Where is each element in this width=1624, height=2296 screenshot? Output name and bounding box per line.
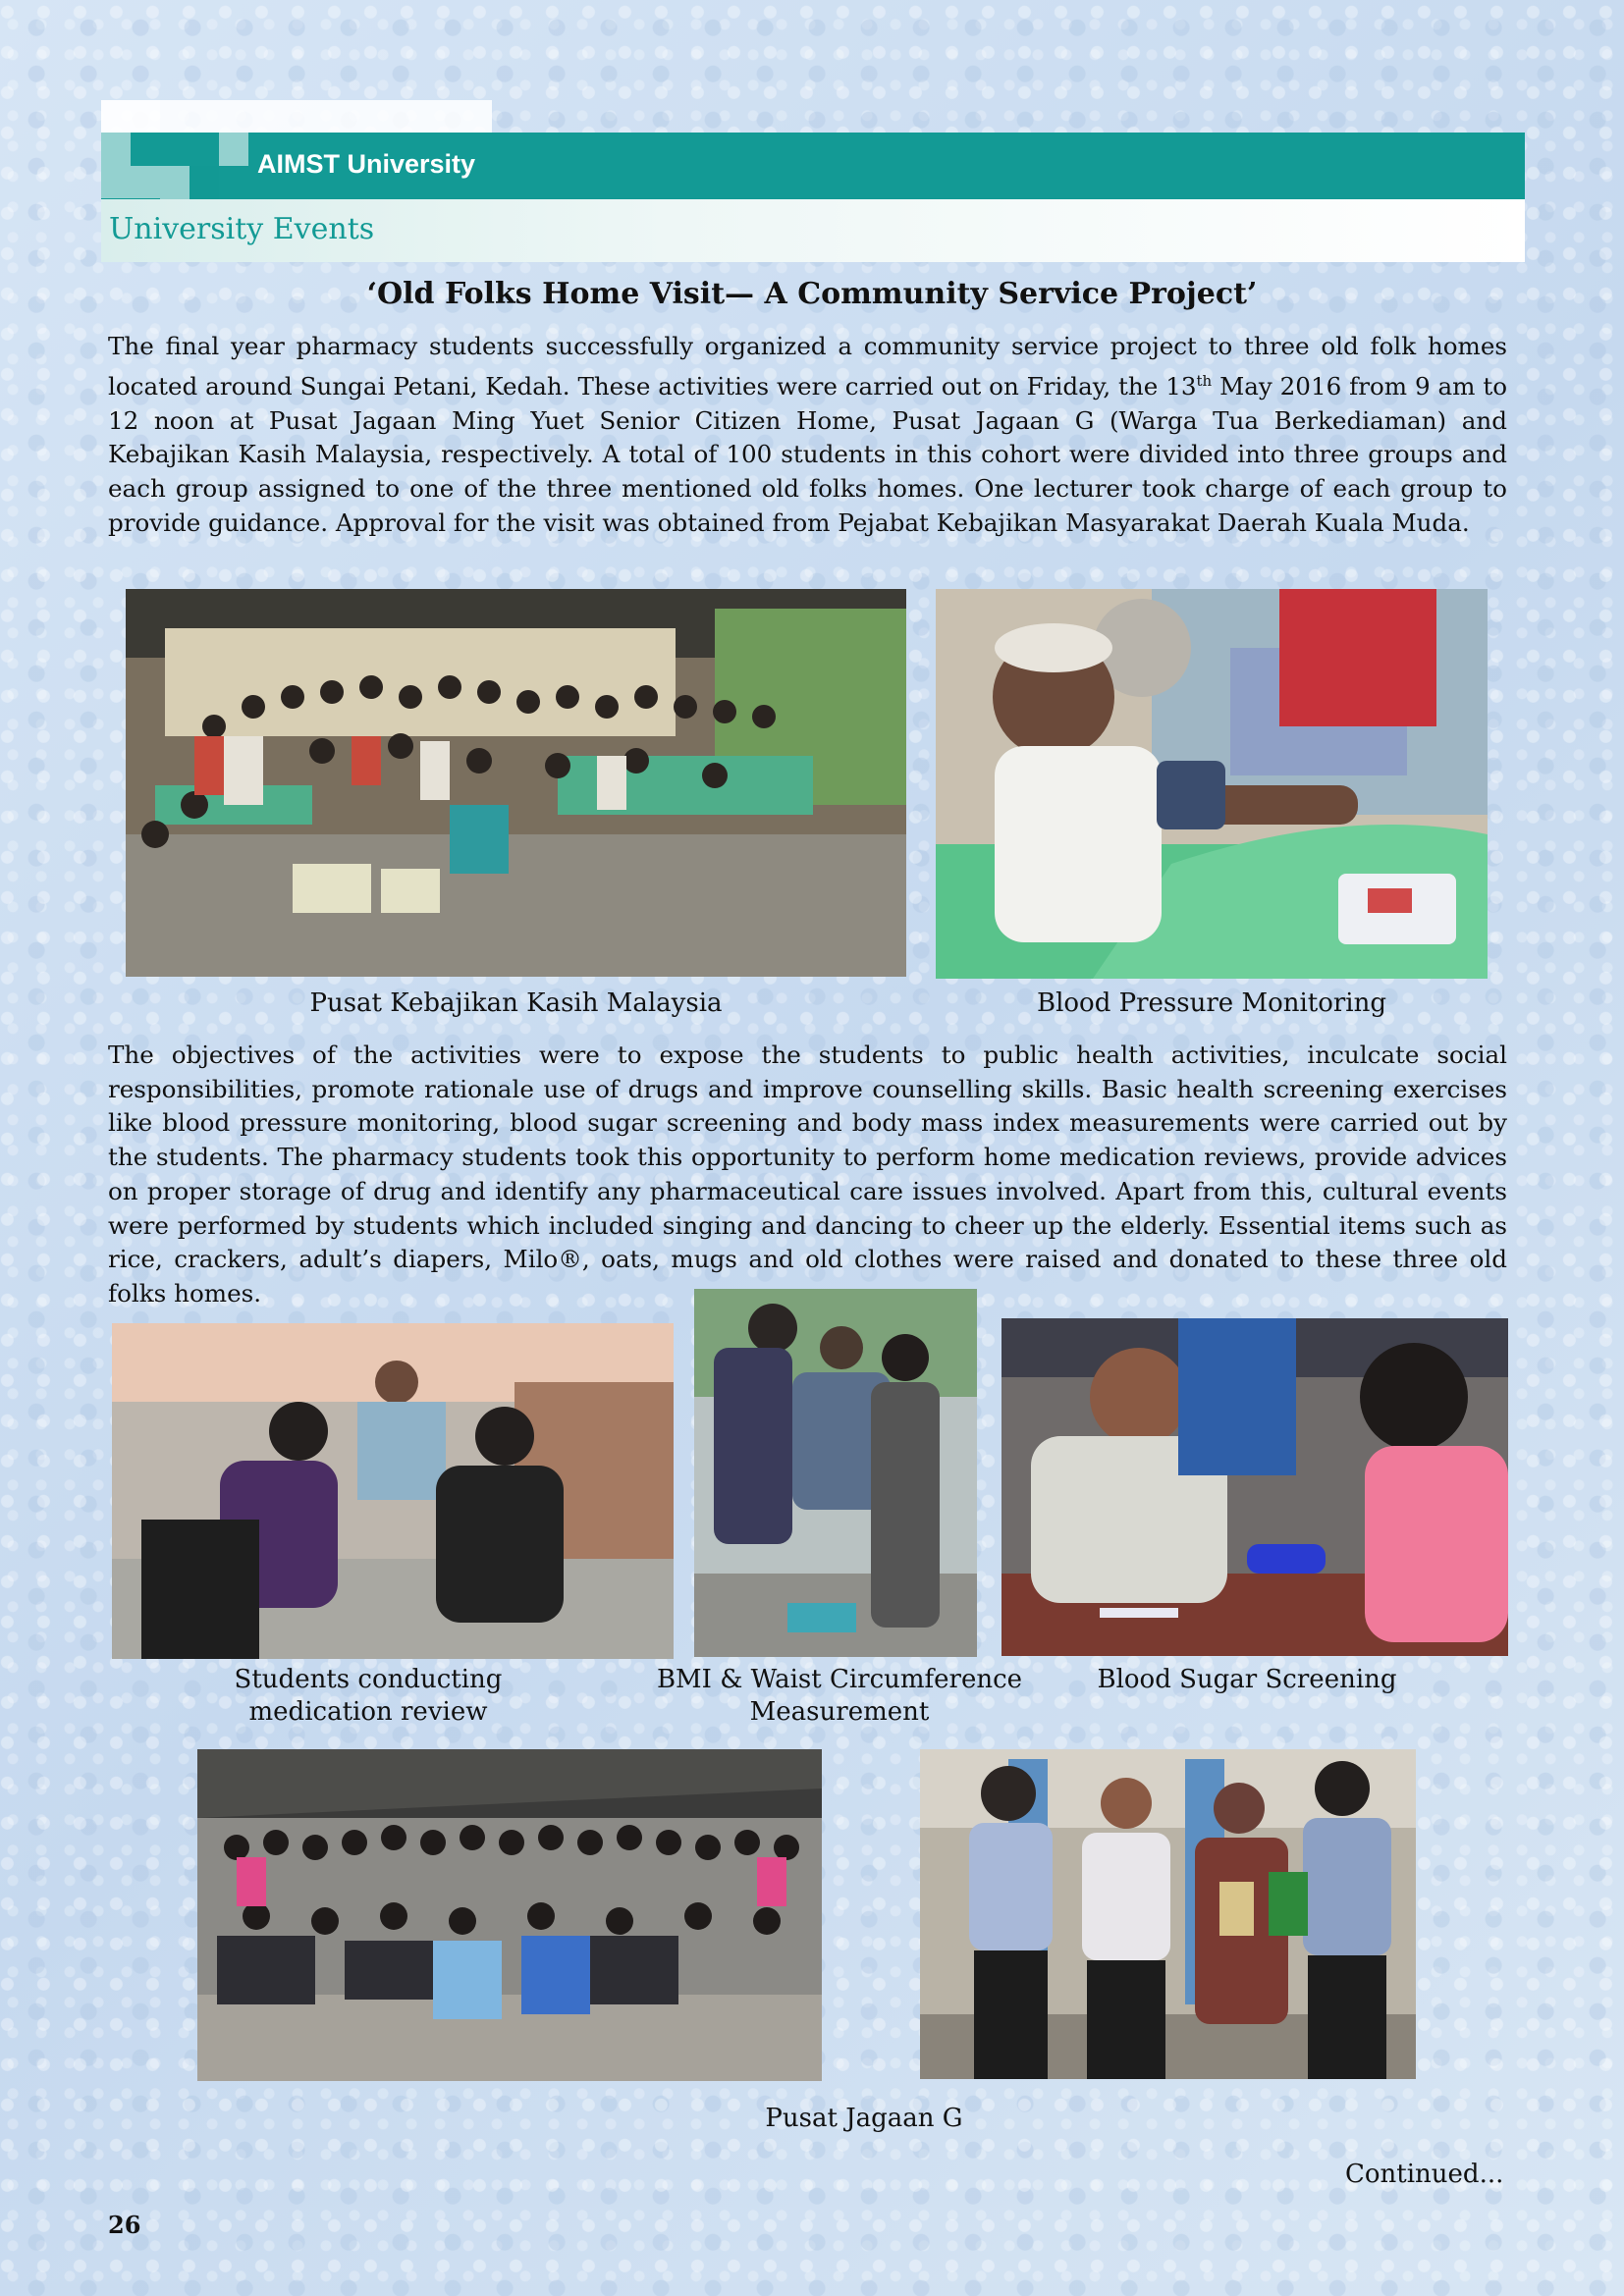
header-decor-square [131,133,160,166]
photo-group-jagaan-g [197,1749,822,2081]
photo-medication-review [112,1323,674,1659]
continued-note: Continued... [1345,2160,1504,2189]
article-paragraph-1: The final year pharmacy students successfully organized a community service project to three old folk homes located around Sungai Petani, Kedah. These activities were carried out on Friday, the 13th May 2016 from 9 am to 12 noon at Pusat Jagaan Ming Yuet Senior Citizen Home, Pusat Jagaan G (Warga Tua Berkediaman) and Kebajikan Kasih Malaysia, respectively. A total of 100 students in this cohort were divided into three groups and each group assigned to one of the three mentioned old folks homes. One lecturer took charge of each group to provide guidance. Approval for the visit was obtained from Pejabat Kebajikan Masyarakat Daerah Kuala Muda. [108,332,1508,537]
caption-photo-6-7: Pusat Jagaan G [765,2104,963,2133]
caption-photo-3-line1: Students conducting [234,1665,503,1694]
brand-name: AIMST University [257,149,476,179]
article-paragraph-2: The objectives of the activities were to expose the students to public health activities, inculcate social responsibilities, promote rationale use of drugs and improve counselling skills. Basic health screening exercises like blood pressure monitoring, blood sugar screening and body mass index measurements were carried out by the students. The pharmacy students took this opportunity to perform home medication reviews, provide advices on proper storage of drug and identify any pharmaceutical care issues involved. Apart from this, cultural events were performed by students which included singing and dancing to cheer up the elderly. Essential items such as rice, crackers, adult’s diapers, Milo®, oats, mugs and old clothes were raised and donated to these three old folks homes. [108,1041,1507,1308]
header-decor-square [160,166,189,199]
photo-bmi-measurement [694,1289,977,1657]
caption-photo-2: Blood Pressure Monitoring [1036,988,1387,1018]
caption-photo-3-line2: medication review [248,1697,488,1727]
caption-photo-4 [648,1664,1031,1729]
header-decor-square [219,133,248,166]
caption-photo-1: Pusat Kebajikan Kasih Malaysia [309,988,723,1018]
caption-photo-4-line1: BMI & Waist Circumference [656,1665,1023,1694]
article-title: ‘Old Folks Home Visit— A Community Service Project’ [366,277,1258,311]
header-decor-square [189,166,219,199]
caption-photo-5: Blood Sugar Screening [1097,1665,1397,1694]
page-number: 26 [108,2211,141,2239]
photo-blood-sugar [1001,1318,1508,1656]
photo-group-kasih-malaysia [126,589,906,977]
section-title: University Events [109,212,375,246]
photo-donation-handover [920,1749,1416,2079]
caption-photo-3 [112,1664,624,1729]
caption-photo-4-line2: Measurement [749,1697,930,1727]
photo-blood-pressure [936,589,1488,979]
